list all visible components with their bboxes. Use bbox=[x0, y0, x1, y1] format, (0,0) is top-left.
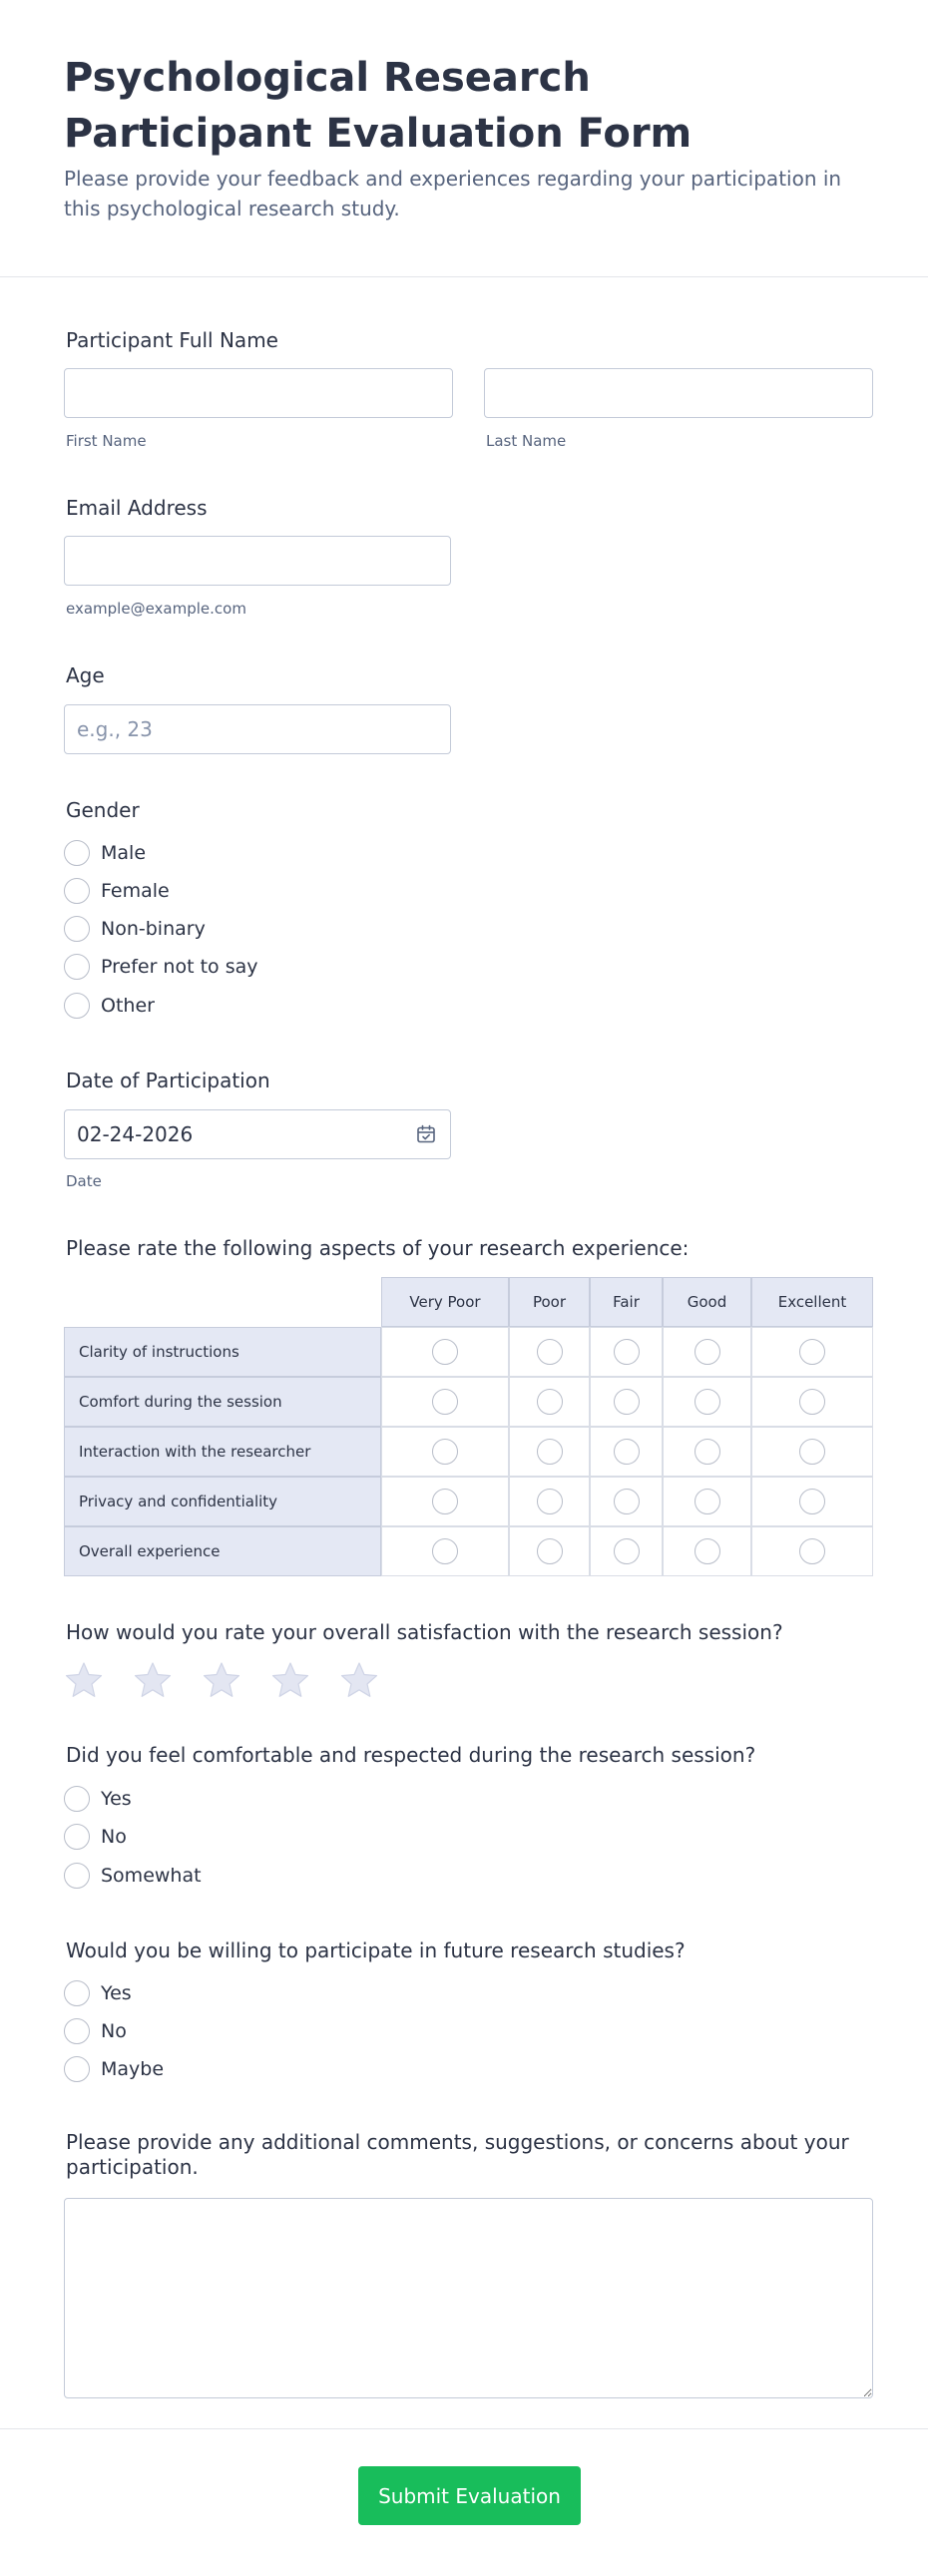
matrix-radio-button[interactable] bbox=[799, 1389, 825, 1415]
matrix-cell bbox=[663, 1526, 751, 1576]
matrix-cell bbox=[381, 1526, 509, 1576]
matrix-radio-button[interactable] bbox=[614, 1538, 640, 1564]
matrix-cell bbox=[751, 1526, 873, 1576]
matrix-cell bbox=[381, 1427, 509, 1477]
calendar-icon[interactable] bbox=[415, 1123, 437, 1145]
matrix-radio-button[interactable] bbox=[537, 1538, 563, 1564]
form-subtitle: Please provide your feedback and experiences regarding your participation in this psychological research study. bbox=[64, 167, 842, 220]
matrix-radio-button[interactable] bbox=[537, 1489, 563, 1514]
radio-label: Other bbox=[101, 995, 155, 1017]
radio-button[interactable] bbox=[64, 1863, 90, 1889]
satisfaction-label: How would you rate your overall satisfaction with the research session? bbox=[66, 1620, 783, 1644]
matrix-cell bbox=[381, 1477, 509, 1526]
radio-button[interactable] bbox=[64, 1980, 90, 2006]
radio-button[interactable] bbox=[64, 954, 90, 980]
matrix-radio-button[interactable] bbox=[614, 1439, 640, 1465]
matrix-radio-button[interactable] bbox=[799, 1339, 825, 1365]
age-label: Age bbox=[66, 663, 105, 687]
matrix-cell bbox=[509, 1427, 590, 1477]
matrix-cell bbox=[590, 1377, 663, 1427]
gender-option-male[interactable] bbox=[64, 839, 146, 867]
radio-button[interactable] bbox=[64, 1786, 90, 1812]
matrix-cell bbox=[663, 1427, 751, 1477]
matrix-cell bbox=[509, 1526, 590, 1576]
last-name-input[interactable] bbox=[484, 368, 873, 418]
radio-label: Somewhat bbox=[101, 1865, 202, 1887]
matrix-radio-button[interactable] bbox=[695, 1538, 720, 1564]
matrix-row-label: Privacy and confidentiality bbox=[64, 1477, 381, 1526]
comfortable-option-somewhat[interactable] bbox=[64, 1862, 202, 1890]
matrix-cell bbox=[509, 1327, 590, 1377]
matrix-column-header: Good bbox=[663, 1277, 751, 1327]
radio-label: Non-binary bbox=[101, 918, 206, 940]
star-icon[interactable] bbox=[339, 1660, 379, 1700]
radio-button[interactable] bbox=[64, 1824, 90, 1850]
radio-label: Yes bbox=[101, 1982, 132, 2004]
name-label: Participant Full Name bbox=[66, 328, 278, 352]
matrix-radio-button[interactable] bbox=[799, 1538, 825, 1564]
matrix-cell bbox=[590, 1526, 663, 1576]
matrix-radio-button[interactable] bbox=[432, 1489, 458, 1514]
date-input[interactable] bbox=[64, 1109, 451, 1159]
matrix-row-label: Overall experience bbox=[64, 1526, 381, 1576]
matrix-radio-button[interactable] bbox=[432, 1389, 458, 1415]
radio-label: Prefer not to say bbox=[101, 956, 258, 978]
matrix-column-header: Very Poor bbox=[381, 1277, 509, 1327]
star-icon[interactable] bbox=[202, 1660, 241, 1700]
radio-button[interactable] bbox=[64, 878, 90, 904]
submit-button[interactable]: Submit Evaluation bbox=[358, 2466, 581, 2525]
gender-option-other[interactable] bbox=[64, 992, 155, 1020]
date-sublabel: Date bbox=[66, 1172, 102, 1190]
form-header bbox=[0, 0, 928, 277]
comfortable-label: Did you feel comfortable and respected during the research session? bbox=[66, 1743, 756, 1767]
matrix-radio-button[interactable] bbox=[695, 1389, 720, 1415]
future-option-yes[interactable] bbox=[64, 1979, 132, 2007]
matrix-radio-button[interactable] bbox=[537, 1389, 563, 1415]
age-input[interactable] bbox=[64, 704, 451, 754]
matrix-cell bbox=[751, 1327, 873, 1377]
matrix-radio-button[interactable] bbox=[614, 1389, 640, 1415]
radio-button[interactable] bbox=[64, 2056, 90, 2082]
radio-button[interactable] bbox=[64, 840, 90, 866]
future-option-no[interactable] bbox=[64, 2017, 127, 2045]
matrix-row-label: Comfort during the session bbox=[64, 1377, 381, 1427]
matrix-radio-button[interactable] bbox=[537, 1439, 563, 1465]
radio-label: Maybe bbox=[101, 2058, 165, 2080]
star-icon[interactable] bbox=[133, 1660, 173, 1700]
matrix-cell bbox=[590, 1327, 663, 1377]
matrix-column-header: Excellent bbox=[751, 1277, 873, 1327]
matrix-row-label: Interaction with the researcher bbox=[64, 1427, 381, 1477]
future-label: Would you be willing to participate in future research studies? bbox=[66, 1938, 686, 1962]
matrix-radio-button[interactable] bbox=[695, 1439, 720, 1465]
matrix-radio-button[interactable] bbox=[432, 1439, 458, 1465]
matrix-radio-button[interactable] bbox=[799, 1439, 825, 1465]
email-label: Email Address bbox=[66, 496, 208, 520]
star-rating[interactable] bbox=[64, 1660, 408, 1700]
gender-option-non-binary[interactable] bbox=[64, 915, 206, 943]
matrix-radio-button[interactable] bbox=[432, 1538, 458, 1564]
rating-matrix bbox=[64, 1277, 873, 1576]
matrix-radio-button[interactable] bbox=[799, 1489, 825, 1514]
email-sublabel: example@example.com bbox=[66, 600, 246, 618]
radio-label: No bbox=[101, 2020, 127, 2042]
matrix-radio-button[interactable] bbox=[614, 1489, 640, 1514]
form-title: Psychological Research Participant Evaluation Form bbox=[64, 55, 693, 157]
gender-option-prefer-not[interactable] bbox=[64, 953, 258, 981]
matrix-cell bbox=[663, 1327, 751, 1377]
comments-textarea[interactable] bbox=[64, 2198, 873, 2398]
matrix-cell bbox=[751, 1427, 873, 1477]
radio-label: No bbox=[101, 1826, 127, 1848]
matrix-cell bbox=[381, 1377, 509, 1427]
matrix-cell bbox=[663, 1377, 751, 1427]
matrix-column-header: Poor bbox=[509, 1277, 590, 1327]
radio-label: Male bbox=[101, 842, 147, 864]
matrix-cell bbox=[751, 1377, 873, 1427]
matrix-cell bbox=[590, 1427, 663, 1477]
first-name-input[interactable] bbox=[64, 368, 453, 418]
matrix-radio-button[interactable] bbox=[537, 1339, 563, 1365]
star-icon[interactable] bbox=[64, 1660, 104, 1700]
matrix-radio-button[interactable] bbox=[432, 1339, 458, 1365]
radio-button[interactable] bbox=[64, 916, 90, 942]
radio-label: Yes bbox=[101, 1788, 132, 1810]
radio-label: Female bbox=[101, 880, 170, 902]
matrix-cell bbox=[381, 1327, 509, 1377]
gender-option-female[interactable] bbox=[64, 877, 170, 905]
first-name-sublabel: First Name bbox=[66, 432, 147, 450]
matrix-radio-button[interactable] bbox=[695, 1339, 720, 1365]
matrix-cell bbox=[509, 1477, 590, 1526]
date-label: Date of Participation bbox=[66, 1069, 270, 1092]
gender-label: Gender bbox=[66, 798, 140, 822]
comments-label: Please provide any additional comments, suggestions, or concerns about your participation. bbox=[66, 2130, 849, 2179]
matrix-label: Please rate the following aspects of your research experience: bbox=[66, 1236, 690, 1260]
matrix-row-label: Clarity of instructions bbox=[64, 1327, 381, 1377]
star-icon[interactable] bbox=[270, 1660, 310, 1700]
radio-button[interactable] bbox=[64, 993, 90, 1019]
radio-button[interactable] bbox=[64, 2018, 90, 2044]
matrix-cell bbox=[663, 1477, 751, 1526]
matrix-cell bbox=[751, 1477, 873, 1526]
matrix-column-header: Fair bbox=[590, 1277, 663, 1327]
comfortable-option-yes[interactable] bbox=[64, 1785, 132, 1813]
matrix-radio-button[interactable] bbox=[695, 1489, 720, 1514]
email-input[interactable] bbox=[64, 536, 451, 586]
future-option-maybe[interactable] bbox=[64, 2055, 164, 2083]
comfortable-option-no[interactable] bbox=[64, 1823, 127, 1851]
last-name-sublabel: Last Name bbox=[486, 432, 567, 450]
matrix-radio-button[interactable] bbox=[614, 1339, 640, 1365]
matrix-cell bbox=[590, 1477, 663, 1526]
matrix-cell bbox=[509, 1377, 590, 1427]
